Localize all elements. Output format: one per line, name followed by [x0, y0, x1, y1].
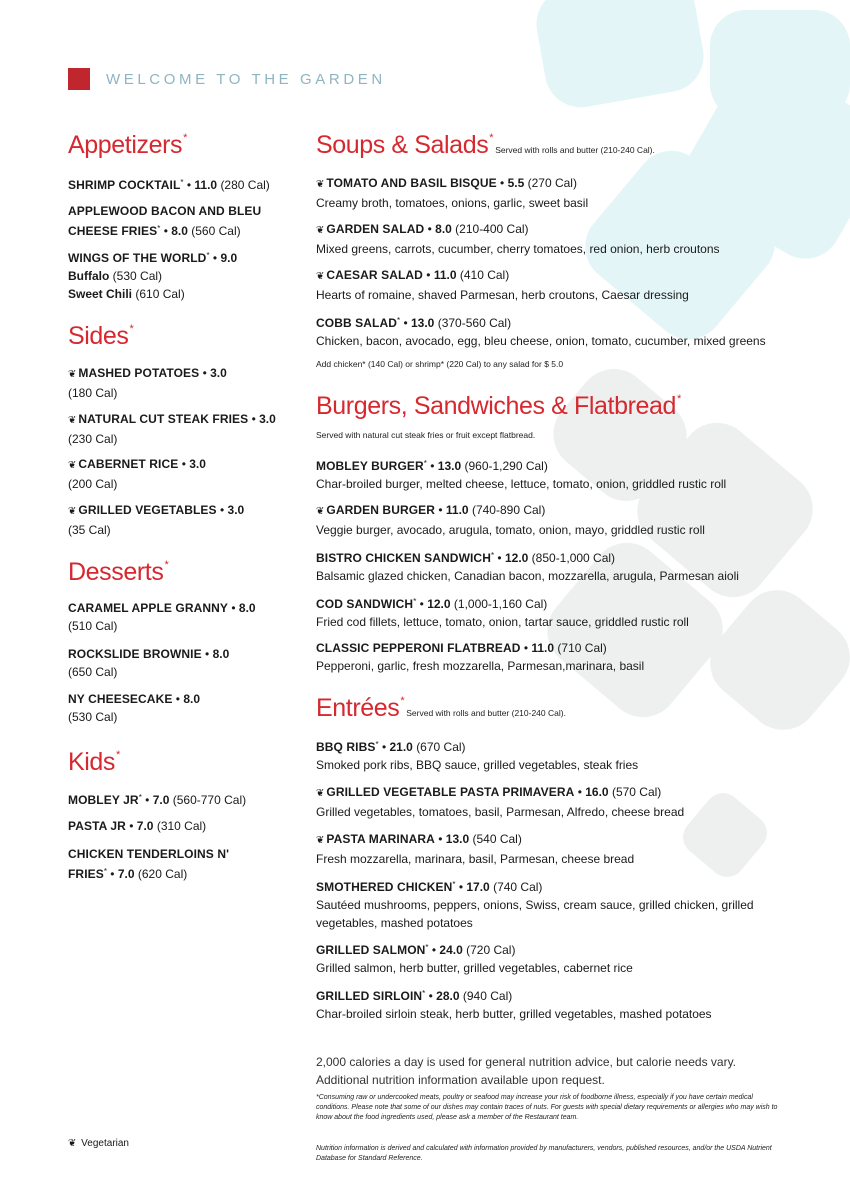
- menu-item: COBB SALAD* • 13.0 (370-560 Cal) Chicken, bacon, avocado, egg, bleu cheese, onion, tomato, cucumber, mixed greens: [316, 316, 766, 348]
- menu-item: ❦ TOMATO AND BASIL BISQUE • 5.5 (270 Cal) Creamy broth, tomatoes, onions, garlic, sweet basil: [316, 176, 589, 210]
- menu-item: ❦ MASHED POTATOES • 3.0 (180 Cal): [68, 366, 227, 400]
- section-title-desserts: Desserts*: [68, 558, 169, 586]
- leaf-icon: ❦: [68, 506, 77, 517]
- menu-item: CARAMEL APPLE GRANNY • 8.0 (510 Cal): [68, 601, 256, 633]
- leaf-icon: ❦: [316, 788, 325, 799]
- menu-item: ❦ GARDEN SALAD • 8.0 (210-400 Cal) Mixed greens, carrots, cucumber, cherry tomatoes, red onion, herb croutons: [316, 222, 720, 256]
- leaf-icon: ❦: [68, 415, 77, 426]
- menu-item: APPLEWOOD BACON AND BLEU CHEESE FRIES* • 8.0 (560 Cal): [68, 204, 262, 238]
- section-note: Served with natural cut steak fries or fruit except flatbread.: [316, 430, 536, 440]
- menu-item: BBQ RIBS* • 21.0 (670 Cal) Smoked pork ribs, BBQ sauce, grilled vegetables, steak fries: [316, 740, 639, 772]
- section-title-soups-salads: Soups & Salads*Served with rolls and butter (210-240 Cal).: [316, 131, 655, 159]
- leaf-icon: ❦: [316, 179, 325, 190]
- section-title-sides: Sides*: [68, 322, 134, 350]
- vegetarian-legend: ❦ Vegetarian: [68, 1138, 129, 1149]
- menu-item: ❦ PASTA MARINARA • 13.0 (540 Cal) Fresh mozzarella, marinara, basil, Parmesan, cheese bread: [316, 832, 635, 866]
- menu-item: ❦ CABERNET RICE • 3.0 (200 Cal): [68, 457, 206, 491]
- menu-item: CHICKEN TENDERLOINS N' FRIES* • 7.0 (620 Cal): [68, 847, 230, 881]
- menu-item: GRILLED SIRLOIN* • 28.0 (940 Cal) Char-broiled sirloin steak, herb butter, grilled vegetables, mashed potatoes: [316, 989, 712, 1021]
- leaf-icon: ❦: [316, 271, 325, 282]
- menu-item: ❦ GARDEN BURGER • 11.0 (740-890 Cal) Veggie burger, avocado, arugula, tomato, onion, mayo, griddled rustic roll: [316, 503, 705, 537]
- menu-item: CLASSIC PEPPERONI FLATBREAD • 11.0 (710 Cal) Pepperoni, garlic, fresh mozzarella, Parmesan,marinara, basil: [316, 641, 645, 673]
- background-tile: [531, 0, 709, 113]
- background-tile: [695, 575, 850, 744]
- section-title-kids: Kids*: [68, 748, 120, 776]
- leaf-icon: ❦: [316, 835, 325, 846]
- nutrition-source-text: Nutrition information is derived and calculated with information provided by manufacturers, vendors, published resources, and/or the USDA Nutrient Database for Standard Reference.: [316, 1145, 772, 1162]
- menu-item: COD SANDWICH* • 12.0 (1,000-1,160 Cal) Fried cod fillets, lettuce, tomato, onion, tartar sauce, griddled rustic roll: [316, 597, 689, 629]
- leaf-icon: ❦: [68, 1138, 77, 1149]
- menu-item: WINGS OF THE WORLD* • 9.0 Buffalo (530 Cal) Sweet Chili (610 Cal): [68, 251, 238, 301]
- menu-item: ❦ GRILLED VEGETABLES • 3.0 (35 Cal): [68, 503, 245, 537]
- section-title-burgers: Burgers, Sandwiches & Flatbread*: [316, 392, 681, 420]
- background-tile: [676, 786, 775, 885]
- calorie-notice: 2,000 calories a day is used for general nutrition advice, but calorie needs vary. Additional nutrition information available upon request.: [316, 1055, 737, 1087]
- leaf-icon: ❦: [316, 225, 325, 236]
- menu-item: GRILLED SALMON* • 24.0 (720 Cal) Grilled salmon, herb butter, grilled vegetables, cabernet rice: [316, 943, 633, 975]
- menu-item: NY CHEESECAKE • 8.0 (530 Cal): [68, 692, 200, 724]
- leaf-icon: ❦: [68, 460, 77, 471]
- menu-item: MOBLEY JR* • 7.0 (560-770 Cal): [68, 793, 247, 807]
- menu-item: ❦ GRILLED VEGETABLE PASTA PRIMAVERA • 16.0 (570 Cal) Grilled vegetables, tomatoes, basil, Parmesan, Alfredo, cheese bread: [316, 785, 685, 819]
- leaf-icon: ❦: [68, 369, 77, 380]
- menu-item: SMOTHERED CHICKEN* • 17.0 (740 Cal) Sautéed mushrooms, peppers, onions, Swiss, cream sauce, grilled chicken, grilled vegetables, mashed potatoes: [316, 880, 754, 930]
- menu-item: PASTA JR • 7.0 (310 Cal): [68, 819, 207, 833]
- menu-item: ❦ CAESAR SALAD • 11.0 (410 Cal) Hearts of romaine, shaved Parmesan, herb croutons, Caesar dressing: [316, 268, 689, 302]
- brand-square-icon: [68, 68, 90, 90]
- leaf-icon: ❦: [316, 506, 325, 517]
- menu-item: BISTRO CHICKEN SANDWICH* • 12.0 (850-1,000 Cal) Balsamic glazed chicken, Canadian bacon, mozzarella, arugula, Parmesan aioli: [316, 551, 739, 583]
- menu-item: ❦ NATURAL CUT STEAK FRIES • 3.0 (230 Cal): [68, 412, 276, 446]
- menu-item: ROCKSLIDE BROWNIE • 8.0 (650 Cal): [68, 647, 230, 679]
- salad-addon-note: Add chicken* (140 Cal) or shrimp* (220 Cal) to any salad for $ 5.0: [316, 359, 564, 369]
- menu-item: SHRIMP COCKTAIL* • 11.0 (280 Cal): [68, 178, 270, 192]
- section-title-appetizers: Appetizers*: [68, 131, 188, 159]
- menu-item: MOBLEY BURGER* • 13.0 (960-1,290 Cal) Char-broiled burger, melted cheese, lettuce, tomato, onion, griddled rustic roll: [316, 459, 727, 491]
- page-header: [68, 68, 386, 90]
- section-title-entrees: Entrées*Served with rolls and butter (210-240 Cal).: [316, 694, 566, 722]
- disclaimer-text: *Consuming raw or undercooked meats, poultry or seafood may increase your risk of foodborne illness, especially if you have certain medical conditions. Please note that some of our dishes may contain traces of nuts. For guests with special dietary requirements or allergies who may wish to know about the food ingredients used, please ask a member of the Restaurant team.: [316, 1094, 778, 1121]
- header-title: WELCOME TO THE GARDEN: [106, 70, 386, 88]
